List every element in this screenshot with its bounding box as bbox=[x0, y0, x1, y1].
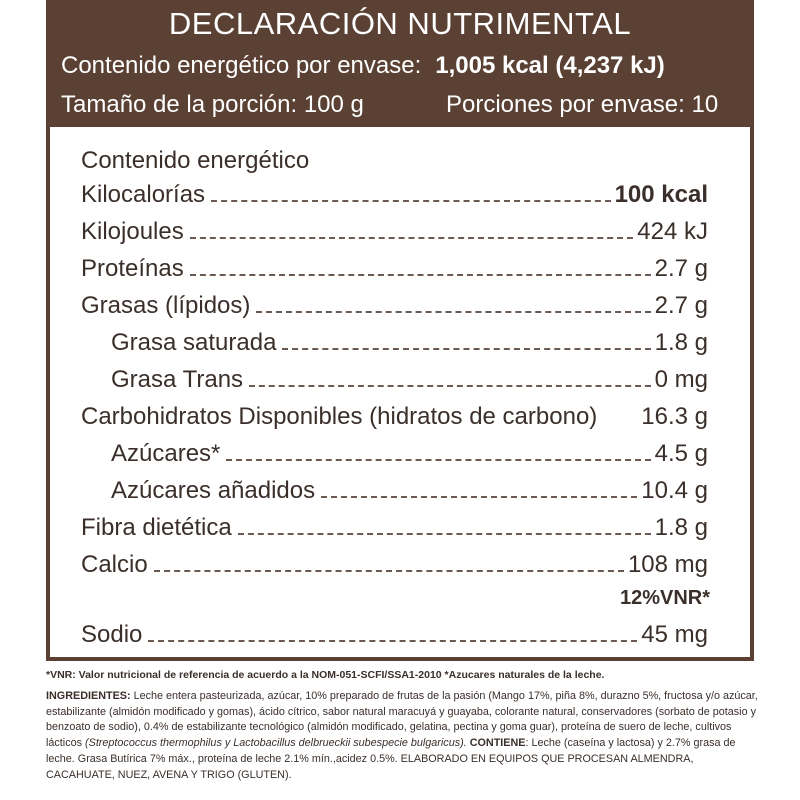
nutrient-name: Fibra dietética bbox=[81, 514, 232, 541]
nutrient-panel bbox=[46, 127, 754, 661]
nutrient-value: 108 mg bbox=[627, 551, 708, 578]
dotted-leader bbox=[148, 640, 637, 642]
nutrient-row-azucares-anadidos bbox=[111, 475, 708, 505]
energy-per-pack-value: 1,005 kcal (4,237 kJ) bbox=[435, 52, 665, 79]
nutrient-value: 100 kcal bbox=[614, 181, 708, 208]
dotted-leader bbox=[154, 570, 624, 572]
label-header bbox=[46, 0, 754, 127]
nutrient-value: 1.8 g bbox=[654, 514, 708, 541]
ingredients-label: INGREDIENTES: bbox=[46, 690, 131, 702]
nutrient-value: 10.4 g bbox=[641, 477, 708, 504]
dotted-leader bbox=[249, 385, 651, 387]
nutrient-name: Azúcares añadidos bbox=[111, 477, 316, 504]
nutrient-row-fibra bbox=[81, 512, 708, 542]
energy-per-pack-label: Contenido energético por envase: bbox=[61, 52, 422, 79]
nutrient-value: 4.5 g bbox=[654, 440, 708, 467]
nutrient-value: 1.8 g bbox=[654, 329, 708, 356]
portion-size: Tamaño de la porción: 100 g bbox=[61, 91, 364, 118]
ingredients-text: Leche entera pasteurizada, azúcar, 10% preparado de frutas de la pasión (Mango 17%, piña 8%, durazno 5%, fructosa y/o azúcar, estabilizante (almidón modificado y gomas), ácido cítrico, sabor natural maracuyá y guayaba, colorante natural, conservadores (sorbato de potasio y benzoato de sodio), 0.4% de estabilizante tecnológico (almidón modificado, gelatina, pectina y goma guar), proteína de suero de leche, cultivos lácticos bbox=[46, 690, 758, 750]
ingredients-paragraph bbox=[46, 689, 758, 783]
dotted-leader bbox=[282, 348, 650, 350]
dotted-leader bbox=[226, 459, 650, 461]
nutrient-name: Carbohidratos Disponibles (hidratos de carbono) bbox=[81, 403, 598, 430]
cultures-text: (Streptococcus thermophilus y Lactobacillus delbrueckii subespecie bulgaricus). bbox=[85, 737, 467, 750]
contains-text: : Leche (caseína y lactosa) y 2.7% grasa de leche. Grasa Butírica 7% máx., proteína de leche 2.1% mín.,acidez 0.5%. ELABORADO EN EQUIPOS QUE PROCESAN ALMENDRA, CACAHUATE, NUEZ, AVENA Y TRIGO (GLUTEN). bbox=[46, 737, 736, 781]
dotted-leader bbox=[256, 311, 650, 313]
nutrient-name: Proteínas bbox=[81, 255, 184, 282]
nutrient-row-grasa-saturada bbox=[111, 327, 708, 357]
nutrient-name: Azúcares* bbox=[111, 440, 221, 467]
portions-per-pack: Porciones por envase: 10 bbox=[446, 91, 719, 118]
nutrient-name: Grasas (lípidos) bbox=[81, 292, 251, 319]
nutrient-row-azucares bbox=[111, 438, 708, 468]
energy-heading: Contenido energético bbox=[81, 147, 310, 174]
nutrient-value: 2.7 g bbox=[654, 292, 708, 319]
nutrient-name: Kilojoules bbox=[81, 218, 184, 245]
portion-info bbox=[61, 91, 719, 119]
vnr-footnote: *VNR: Valor nutricional de referencia de acuerdo a la NOM-051-SCFI/SSA1-2010 *Azucares naturales de la leche. bbox=[46, 669, 605, 681]
nutrient-value: 424 kJ bbox=[637, 218, 708, 245]
nutrient-name: Grasa saturada bbox=[111, 329, 277, 356]
nutrient-row-grasa-trans bbox=[111, 364, 708, 394]
nutrient-row-kilojoules bbox=[81, 216, 708, 246]
nutrient-value: 45 mg bbox=[641, 621, 708, 648]
nutrient-value: 0 mg bbox=[654, 366, 708, 393]
nutrient-name: Kilocalorías bbox=[81, 181, 206, 208]
nutrient-name: Calcio bbox=[81, 551, 148, 578]
dotted-leader bbox=[211, 200, 611, 202]
label-title: DECLARACIÓN NUTRIMENTAL bbox=[168, 6, 632, 41]
nutrient-row-carbohidratos bbox=[81, 401, 708, 431]
nutrient-name: Sodio bbox=[81, 621, 143, 648]
nutrient-name: Grasa Trans bbox=[111, 366, 244, 393]
nutrient-row-kilocalorias bbox=[81, 179, 708, 209]
nutrient-value: 2.7 g bbox=[654, 255, 708, 282]
nutrient-row-grasas bbox=[81, 290, 708, 320]
nutrient-row-calcio bbox=[81, 549, 708, 579]
energy-per-pack bbox=[61, 52, 665, 80]
contains-label: CONTIENE bbox=[466, 737, 526, 750]
dotted-leader bbox=[238, 533, 651, 535]
nutrient-row-sodio bbox=[81, 619, 708, 649]
dotted-leader bbox=[190, 237, 634, 239]
dotted-leader bbox=[321, 496, 637, 498]
nutrient-row-proteinas bbox=[81, 253, 708, 283]
calcio-vnr: 12%VNR* bbox=[619, 587, 710, 609]
dotted-leader bbox=[190, 274, 651, 276]
nutrient-value: 16.3 g bbox=[641, 403, 708, 430]
